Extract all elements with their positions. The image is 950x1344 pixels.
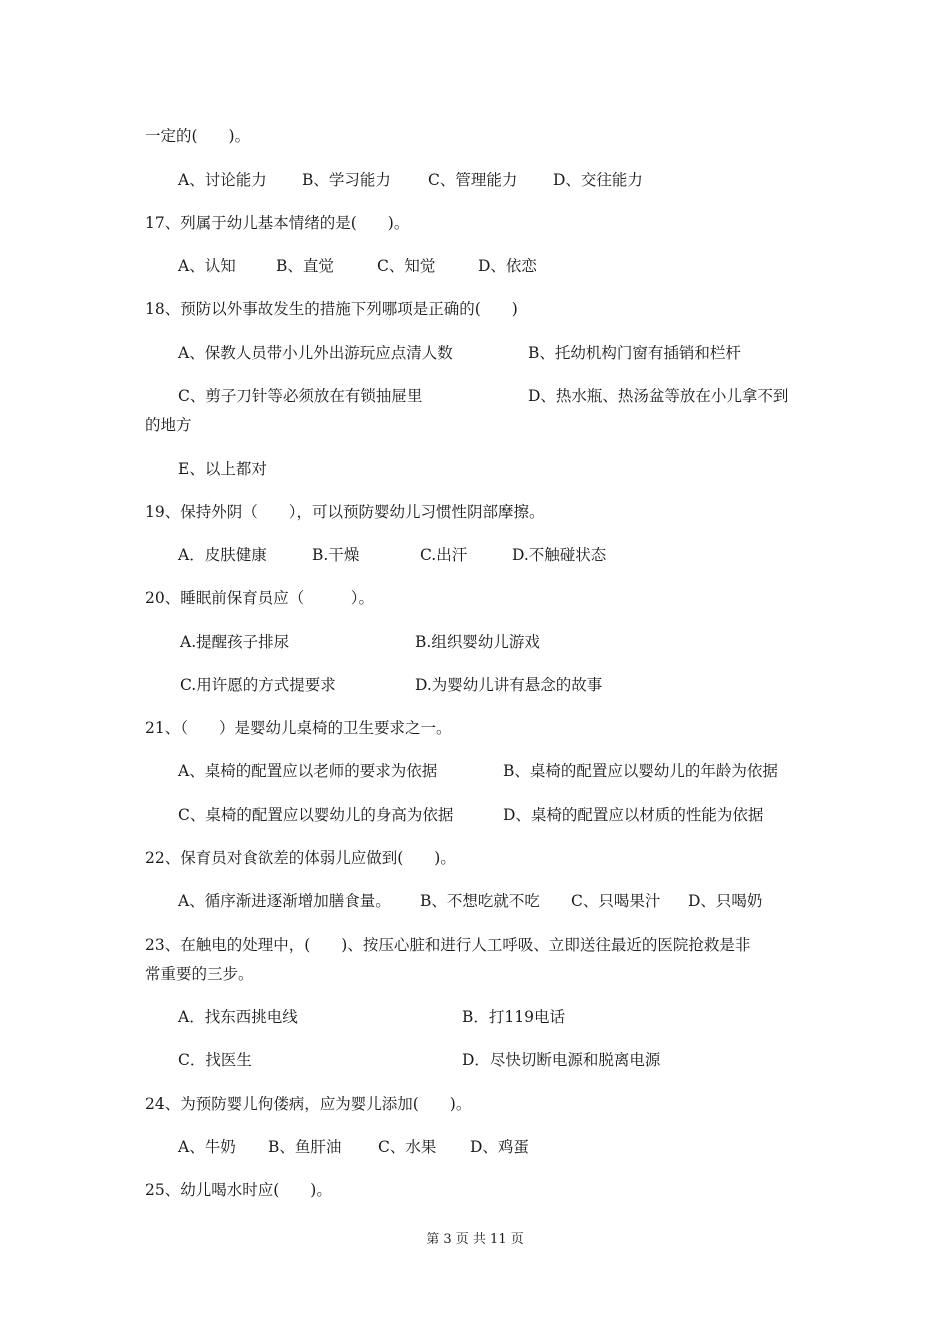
q21-option-d: D、桌椅的配置应以材质的性能为依据	[503, 806, 764, 824]
q19-option-b: B.干燥	[312, 546, 360, 564]
q20-option-d: D.为婴幼儿讲有悬念的故事	[415, 676, 603, 694]
q16-option-a: A、讨论能力	[178, 171, 267, 189]
q23-stem-line2: 常重要的三步。	[145, 965, 254, 983]
q18-option-b: B、托幼机构门窗有插销和栏杆	[528, 344, 741, 362]
q18-option-c: C、剪子刀针等必须放在有锁抽屉里	[178, 387, 423, 405]
q18-option-d: D、热水瓶、热汤盆等放在小儿拿不到	[528, 387, 789, 405]
q17-option-b: B、直觉	[276, 257, 334, 275]
q21-option-b: B、桌椅的配置应以婴幼儿的年龄为依据	[503, 762, 778, 780]
q20-stem: 20、睡眠前保育员应（ ）。	[145, 589, 374, 607]
q17-option-d: D、依恋	[478, 257, 537, 275]
q18-stem: 18、预防以外事故发生的措施下列哪项是正确的( )	[145, 300, 518, 318]
q19-option-d: D.不触碰状态	[512, 546, 607, 564]
q21-option-a: A、桌椅的配置应以老师的要求为依据	[178, 762, 438, 780]
q24-option-b: B、鱼肝油	[268, 1138, 342, 1156]
q18-option-a: A、保教人员带小儿外出游玩应点清人数	[178, 344, 453, 362]
q17-option-a: A、认知	[178, 257, 236, 275]
q19-option-a: A．皮肤健康	[178, 546, 267, 564]
q18-option-d-continued: 的地方	[145, 416, 192, 434]
q20-option-a: A.提醒孩子排尿	[180, 633, 290, 651]
q21-stem: 21、（ ）是婴幼儿桌椅的卫生要求之一。	[145, 719, 452, 737]
q24-option-c: C、水果	[378, 1138, 437, 1156]
q24-option-a: A、牛奶	[178, 1138, 236, 1156]
q23-option-d: D．尽快切断电源和脱离电源	[462, 1051, 661, 1069]
q20-option-b: B.组织婴幼儿游戏	[415, 633, 540, 651]
q24-option-d: D、鸡蛋	[470, 1138, 529, 1156]
q24-stem: 24、为预防婴儿佝偻病，应为婴儿添加( )。	[145, 1095, 472, 1113]
q25-stem: 25、幼儿喝水时应( )。	[145, 1181, 332, 1199]
q22-option-b: B、不想吃就不吃	[420, 892, 540, 910]
q21-option-c: C、桌椅的配置应以婴幼儿的身高为依据	[178, 806, 454, 824]
q22-stem: 22、保育员对食欲差的体弱儿应做到( )。	[145, 849, 456, 867]
q22-option-c: C、只喝果汁	[571, 892, 661, 910]
q22-option-d: D、只喝奶	[688, 892, 763, 910]
q23-option-a: A．找东西挑电线	[178, 1008, 298, 1026]
q23-option-b: B．打119电话	[462, 1008, 565, 1026]
q23-stem-line1: 23、在触电的处理中，( )、按压心脏和进行人工呼吸、立即送往最近的医院抢救是非	[145, 936, 751, 954]
q18-option-e: E、以上都对	[178, 460, 267, 478]
q17-option-c: C、知觉	[377, 257, 436, 275]
q16-option-b: B、学习能力	[302, 171, 391, 189]
q16-option-d: D、交往能力	[553, 171, 643, 189]
continuation-line: 一定的( )。	[145, 127, 251, 145]
q17-stem: 17、列属于幼儿基本情绪的是( )。	[145, 214, 410, 232]
q19-stem: 19、保持外阴（ ），可以预防婴幼儿习惯性阴部摩擦。	[145, 503, 545, 521]
q22-option-a: A、循序渐进逐渐增加膳食量。	[178, 892, 391, 910]
page-footer: 第 3 页 共 11 页	[426, 1232, 524, 1247]
q16-option-c: C、管理能力	[428, 171, 518, 189]
q19-option-c: C.出汗	[420, 546, 468, 564]
q23-option-c: C．找医生	[178, 1051, 252, 1069]
q20-option-c: C.用许愿的方式提要求	[180, 676, 336, 694]
